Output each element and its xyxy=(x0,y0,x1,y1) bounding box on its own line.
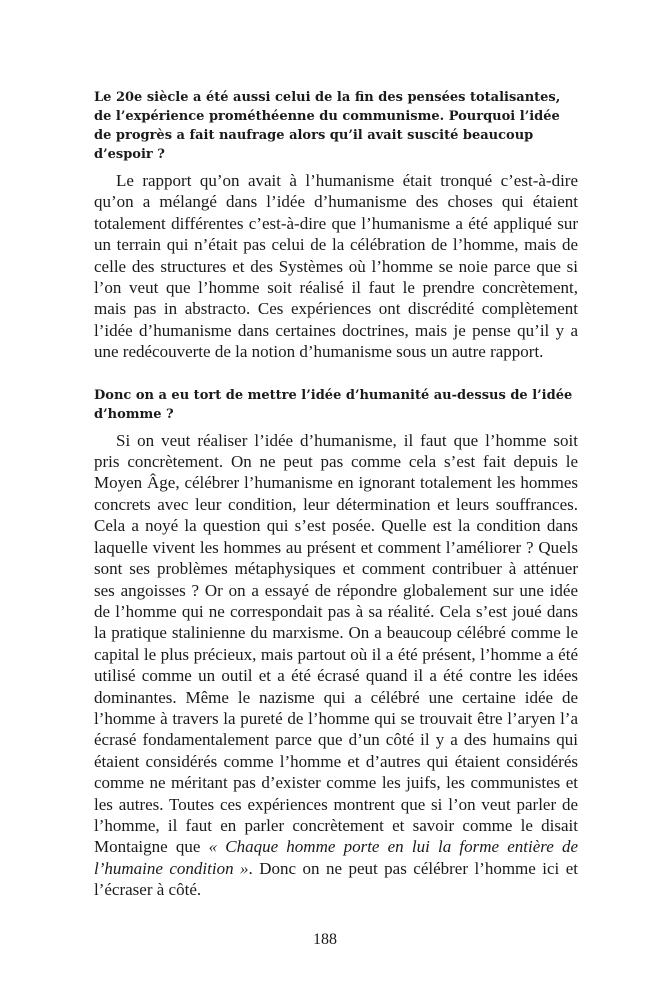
interview-answer-2 xyxy=(94,430,578,901)
montaigne-quote: « Chaque homme porte en lui la forme entière de l’humaine condition » xyxy=(94,837,579,878)
interview-question-2: Donc on a eu tort de mettre l’idée d’humanité au-dessus de l’idée d’homme ? xyxy=(94,387,573,422)
interview-question-1: Le 20e siècle a été aussi celui de la fin des pensées totalisantes, de l’expérience prométhéenne du communisme. Pourquoi l’idée de progrès a fait naufrage alors qu’il avait suscité beaucoup d’espoir ? xyxy=(94,90,561,162)
page-body xyxy=(94,88,578,901)
interview-answer-1: Le rapport qu’on avait à l’humanisme était tronqué c’est-à-dire qu’on a mélangé dans l’idée d’humanisme des choses qui étaient totalement différentes c’est-à-dire que l’humanisme a été appliqué sur un terrain qui n’était pas celui de la célébration de l’homme, mais de celle des structures et des Systèmes où l’homme se noie parce que si l’on veut que l’homme soit réalisé il faut le prendre concrètement, mais pas in abstracto. Ces expériences ont discrédité complètement l’idée d’humanisme dans certaines doctrines, mais je pense qu’il y a une redécouverte de la notion d’humanisme sous un autre rapport. xyxy=(94,171,578,362)
answer-text-before-quote: Si on veut réaliser l’idée d’humanisme, il faut que l’homme soit pris concrètement. On ne peut pas comme cela s’est fait depuis le Moyen Âge, célébrer l’humanisme en ignorant totalement les hommes concrets avec leur condition, leur détermination et leurs souffrances. Cela a noyé la question qui s’est posée. Quelle est la condition dans laquelle vivent les hommes au présent et comment l’améliorer ? Quels sont ses problèmes métaphysiques et comment contribuer à atténuer ses angoisses ? Or on a essayé de répondre globalement sur une idée de l’homme qui ne correspondait pas à sa réalité. Cela s’est joué dans la pratique stalinienne du marxisme. On a beaucoup célébré comme le capital le plus précieux, mais partout où il a été présent, l’homme a été utilisé comme un outil et a été écrasé quand il a été contre les idées dominantes. Même le nazisme qui a célébré une certaine idée de l’homme à travers la pureté de l’homme qui se trouvait être l’aryen l’a écrasé fondamentalement parce que d’un côté il y a des humains qui étaient considérés comme l’homme et d’autres qui étaient considérés comme ne méritant pas d’exister comme les juifs, les communistes et les autres. Toutes ces expériences montrent que si l’on veut parler de l’homme, il faut en parler concrètement et savoir comme le disait Montaigne que xyxy=(94,430,578,857)
page-number: 188 xyxy=(313,931,337,948)
answer-text-after-quote: . Donc on ne peut pas célébrer l’homme ici et l’écraser à côté. xyxy=(94,858,578,900)
